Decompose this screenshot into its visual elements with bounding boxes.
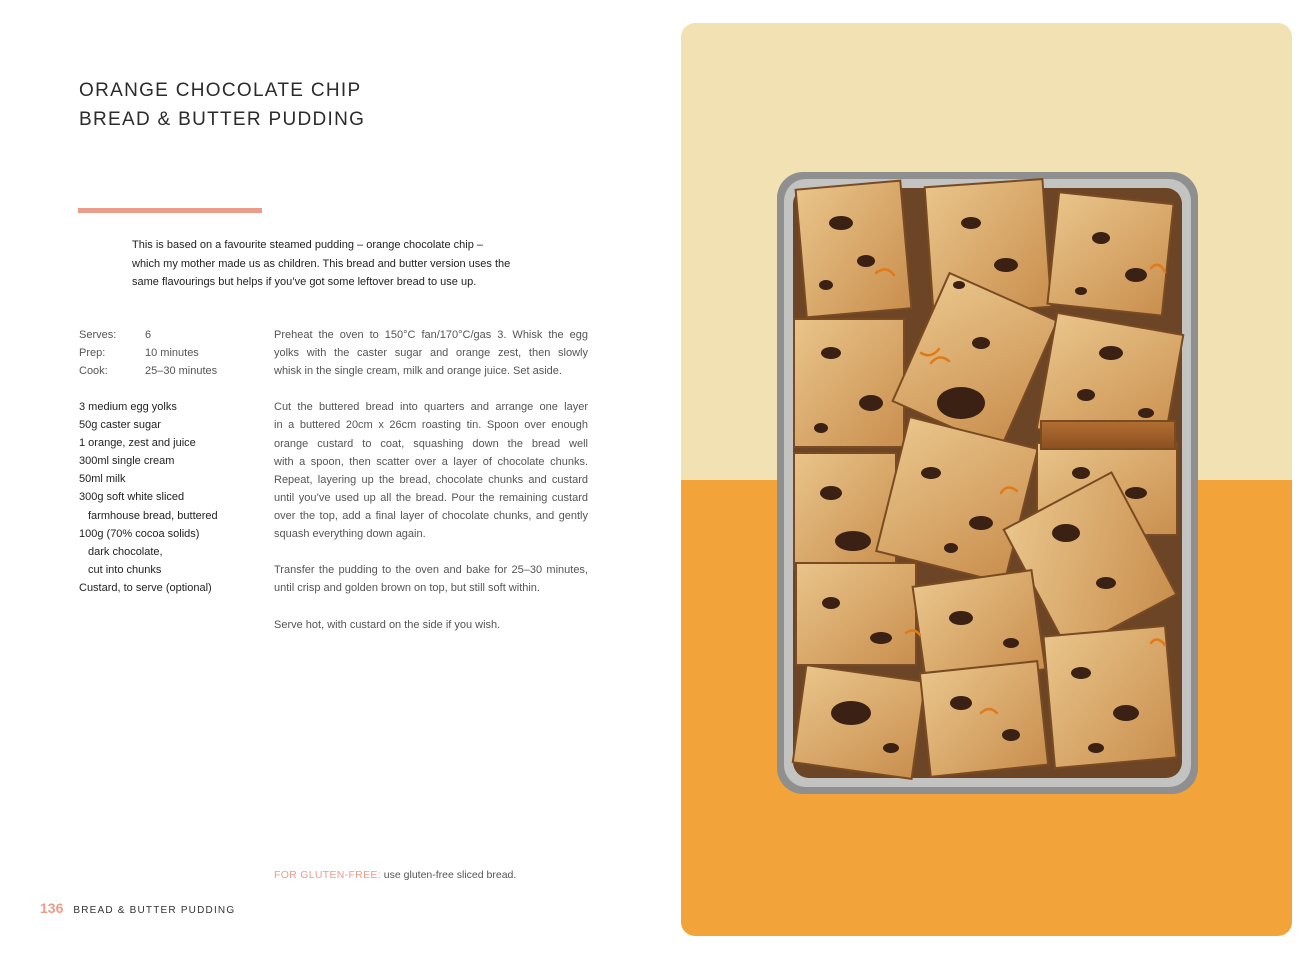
method-step — [274, 561, 588, 597]
meta-label: Cook: — [79, 365, 108, 377]
ingredient-item: 300g soft white sliced — [79, 491, 185, 504]
method-step — [274, 616, 588, 634]
method-line: Serve hot, with custard on the side if you wish. — [274, 618, 501, 631]
method-line: orange custard to coat, squashing down the bread well — [274, 437, 588, 450]
meta-serves — [79, 326, 217, 344]
recipe-meta — [79, 326, 217, 380]
gluten-free-label: FOR GLUTEN-FREE: — [274, 869, 381, 881]
gluten-free-text: use gluten-free sliced bread. — [380, 869, 517, 881]
method-line: Repeat, layering up the bread, chocolate chunks and custard — [274, 473, 588, 486]
meta-cook — [79, 362, 217, 380]
method-line: whisk in the single cream, milk and orange juice. Set aside. — [274, 365, 562, 378]
ingredient-item-continued: cut into chunks — [88, 563, 162, 576]
intro-line: This is based on a favourite steamed pudding – orange chocolate chip – — [132, 239, 484, 251]
ingredient-item: 100g (70% cocoa solids) — [79, 527, 200, 540]
ingredient-item-continued: farmhouse bread, buttered — [88, 509, 218, 522]
pudding-illustration — [681, 23, 1292, 936]
recipe-title-line: ORANGE CHOCOLATE CHIP — [79, 80, 362, 101]
intro-line: same flavourings but helps if you’ve got some leftover bread to use up. — [132, 276, 477, 288]
meta-value: 25–30 minutes — [145, 365, 218, 377]
running-head: BREAD & BUTTER PUDDING — [73, 905, 236, 916]
method-step — [274, 398, 588, 543]
ingredient-item: 3 medium egg yolks — [79, 401, 177, 413]
method-line: squash everything down again. — [274, 528, 426, 541]
page-footer — [40, 900, 235, 916]
recipe-title — [79, 76, 365, 134]
ingredient-item: Custard, to serve (optional) — [79, 581, 212, 594]
recipe-title-line: BREAD & BUTTER PUDDING — [79, 109, 366, 130]
ingredient-item-continued: dark chocolate, — [88, 545, 163, 558]
page-number: 136 — [40, 900, 64, 916]
bread-pieces — [793, 179, 1184, 779]
method-line: Cut the buttered bread into quarters and arrange one layer — [274, 401, 588, 414]
intro-line: which my mother made us as children. This bread and butter version uses the — [132, 257, 511, 270]
meta-label: Serves: — [79, 329, 117, 341]
meta-value: 6 — [145, 329, 152, 341]
method-line: in a buttered 20cm x 26cm roasting tin. Spoon over enough — [274, 419, 588, 432]
ingredients-list — [79, 398, 218, 597]
method — [274, 326, 588, 652]
method-line: over the top, add a final layer of chocolate chunks, and gently — [274, 509, 588, 522]
accent-rule — [78, 208, 262, 213]
method-line: until you’ve used up all the bread. Pour the remaining custard — [274, 491, 588, 504]
meta-label: Prep: — [79, 347, 106, 359]
method-step — [274, 326, 588, 380]
meta-prep — [79, 344, 217, 362]
pudding-photo — [681, 23, 1292, 936]
method-line: yolks with the caster sugar and orange zest, then slowly — [274, 347, 588, 360]
method-line: until crisp and golden brown on top, but still soft within. — [274, 582, 540, 595]
recipe-intro — [132, 236, 537, 292]
ingredient-item: 300ml single cream — [79, 455, 175, 468]
method-line: Transfer the pudding to the oven and bake for 25–30 minutes, — [274, 564, 588, 577]
ingredient-item: 1 orange, zest and juice — [79, 437, 196, 450]
method-line: with a spoon, then scatter over a layer of chocolate chunks. — [274, 455, 588, 468]
meta-value: 10 minutes — [145, 347, 199, 359]
ingredient-item: 50ml milk — [79, 473, 126, 486]
ingredient-item: 50g caster sugar — [79, 419, 161, 432]
method-line: Preheat the oven to 150°C fan/170°C/gas 3. Whisk the egg — [274, 329, 588, 341]
gluten-free-note — [274, 869, 516, 881]
